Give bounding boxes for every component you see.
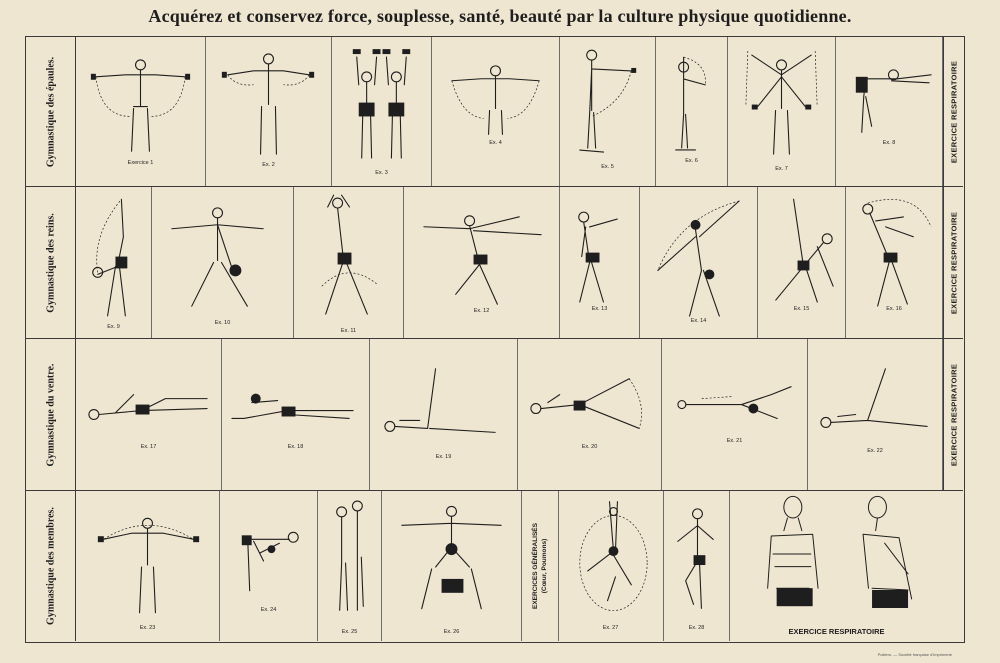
exercise-panel xyxy=(318,491,382,641)
exercise-figure xyxy=(728,37,835,186)
exercise-caption: Ex. 25 xyxy=(341,629,358,635)
exercise-panel xyxy=(758,187,846,338)
respiratory-section xyxy=(730,491,943,641)
exercise-caption: Ex. 14 xyxy=(690,318,707,324)
respiratory-caption: EXERCICE RESPIRATOIRE xyxy=(788,627,885,636)
exercise-panel xyxy=(76,187,152,338)
exercise-caption: Ex. 18 xyxy=(287,444,304,450)
poster-frame xyxy=(25,36,965,643)
exercise-caption: Ex. 21 xyxy=(726,438,743,444)
exercise-panel xyxy=(664,491,730,641)
exercise-figure xyxy=(758,187,845,338)
exercise-caption: Ex. 16 xyxy=(886,306,902,312)
row-limbs xyxy=(26,491,963,641)
exercise-panel xyxy=(560,37,656,186)
exercise-panel xyxy=(370,339,518,490)
row-back xyxy=(26,187,963,339)
exercise-panel xyxy=(560,187,640,338)
exercise-caption: Ex. 28 xyxy=(688,625,705,631)
exercise-caption: Ex. 26 xyxy=(443,629,460,635)
exercise-panel xyxy=(558,491,664,641)
exercise-figure xyxy=(664,491,729,641)
exercise-panel xyxy=(656,37,728,186)
respiratory-label: EXERCICE RESPIRATOIRE xyxy=(943,187,963,338)
row-shoulders xyxy=(26,37,963,187)
exercise-panel xyxy=(836,37,943,186)
exercise-figure xyxy=(518,339,661,490)
exercise-figure xyxy=(76,187,151,338)
exercise-figure xyxy=(808,339,942,490)
exercise-caption: Ex. 8 xyxy=(882,140,896,146)
exercise-panel xyxy=(728,37,836,186)
exercise-caption: Ex. 15 xyxy=(793,306,810,312)
exercise-figure xyxy=(846,187,942,338)
exercise-caption: Ex. 9 xyxy=(107,324,120,330)
exercise-caption: Ex. 19 xyxy=(435,454,452,460)
exercise-figure xyxy=(76,339,221,490)
poster-title: Acquérez et conservez force, souplesse, santé, beauté par la culture physique quotidienne. xyxy=(148,6,852,26)
exercise-figure xyxy=(662,339,807,490)
exercise-caption: Ex. 17 xyxy=(140,444,157,450)
exercise-caption: Ex. 6 xyxy=(685,158,698,164)
exercise-caption: Ex. 7 xyxy=(775,166,788,172)
exercise-figure xyxy=(836,37,942,186)
exercise-figure xyxy=(220,491,317,641)
row-label-shoulders: Gymnastique des épaules. xyxy=(26,37,76,186)
exercise-caption: Ex. 13 xyxy=(591,306,608,312)
exercise-figure xyxy=(640,187,757,338)
respiratory-figures xyxy=(730,491,943,626)
printer-footer: Poitiers. — Société française d'Imprimerie xyxy=(877,652,952,657)
exercise-figure xyxy=(560,187,639,338)
exercise-figure xyxy=(76,491,219,641)
exercise-panel xyxy=(220,491,318,641)
exercise-caption: Ex. 5 xyxy=(601,164,614,170)
exercise-panel xyxy=(640,187,758,338)
exercise-panel xyxy=(222,339,370,490)
exercise-figure xyxy=(558,491,663,641)
exercise-caption: Ex. 2 xyxy=(262,162,275,168)
exercise-figure xyxy=(222,339,369,490)
exercise-panel xyxy=(76,339,222,490)
row-abdomen xyxy=(26,339,963,491)
exercise-panel xyxy=(76,37,206,186)
exercise-panel xyxy=(662,339,808,490)
exercise-caption: Ex. 20 xyxy=(581,444,598,450)
exercise-panel xyxy=(432,37,560,186)
respiratory-label: EXERCICE RESPIRATOIRE xyxy=(943,339,963,490)
respiratory-label: EXERCICE RESPIRATOIRE xyxy=(943,37,963,186)
generalized-label: EXERCICES GÉNÉRALISÉS (Cœur, Poumons) xyxy=(522,491,559,641)
exercise-panel xyxy=(518,339,662,490)
exercise-caption: Ex. 10 xyxy=(214,320,231,326)
exercise-figure xyxy=(370,339,517,490)
exercise-figure xyxy=(432,37,559,186)
exercise-caption: Ex. 23 xyxy=(139,625,156,631)
exercise-figure xyxy=(294,187,403,338)
exercise-panel xyxy=(206,37,332,186)
exercise-figure xyxy=(152,187,293,338)
exercise-panel xyxy=(152,187,294,338)
exercise-caption: Ex. 4 xyxy=(489,140,502,146)
row-label-abdomen: Gymnastique du ventre. xyxy=(26,339,76,490)
row-label-back: Gymnastique des reins. xyxy=(26,187,76,338)
exercise-caption: Ex. 22 xyxy=(867,448,883,454)
exercise-panel xyxy=(404,187,560,338)
exercise-caption: Ex. 3 xyxy=(375,170,388,176)
exercise-panel xyxy=(332,37,432,186)
exercise-caption: Ex. 12 xyxy=(473,308,490,314)
exercise-caption: Exercice 1 xyxy=(127,160,154,166)
generalized-section xyxy=(522,491,730,641)
row-label-limbs: Gymnastique des membres. xyxy=(26,491,76,641)
exercise-panel xyxy=(846,187,943,338)
exercise-figure xyxy=(332,37,431,186)
exercise-panel xyxy=(382,491,522,641)
exercise-figure xyxy=(382,491,521,641)
exercise-figure xyxy=(318,491,381,641)
exercise-panel xyxy=(294,187,404,338)
exercise-caption: Ex. 24 xyxy=(260,607,277,613)
exercise-caption: Ex. 11 xyxy=(340,328,357,334)
exercise-figure xyxy=(404,187,559,338)
exercise-panel xyxy=(808,339,943,490)
exercise-caption: Ex. 27 xyxy=(602,625,619,631)
exercise-panel xyxy=(76,491,220,641)
